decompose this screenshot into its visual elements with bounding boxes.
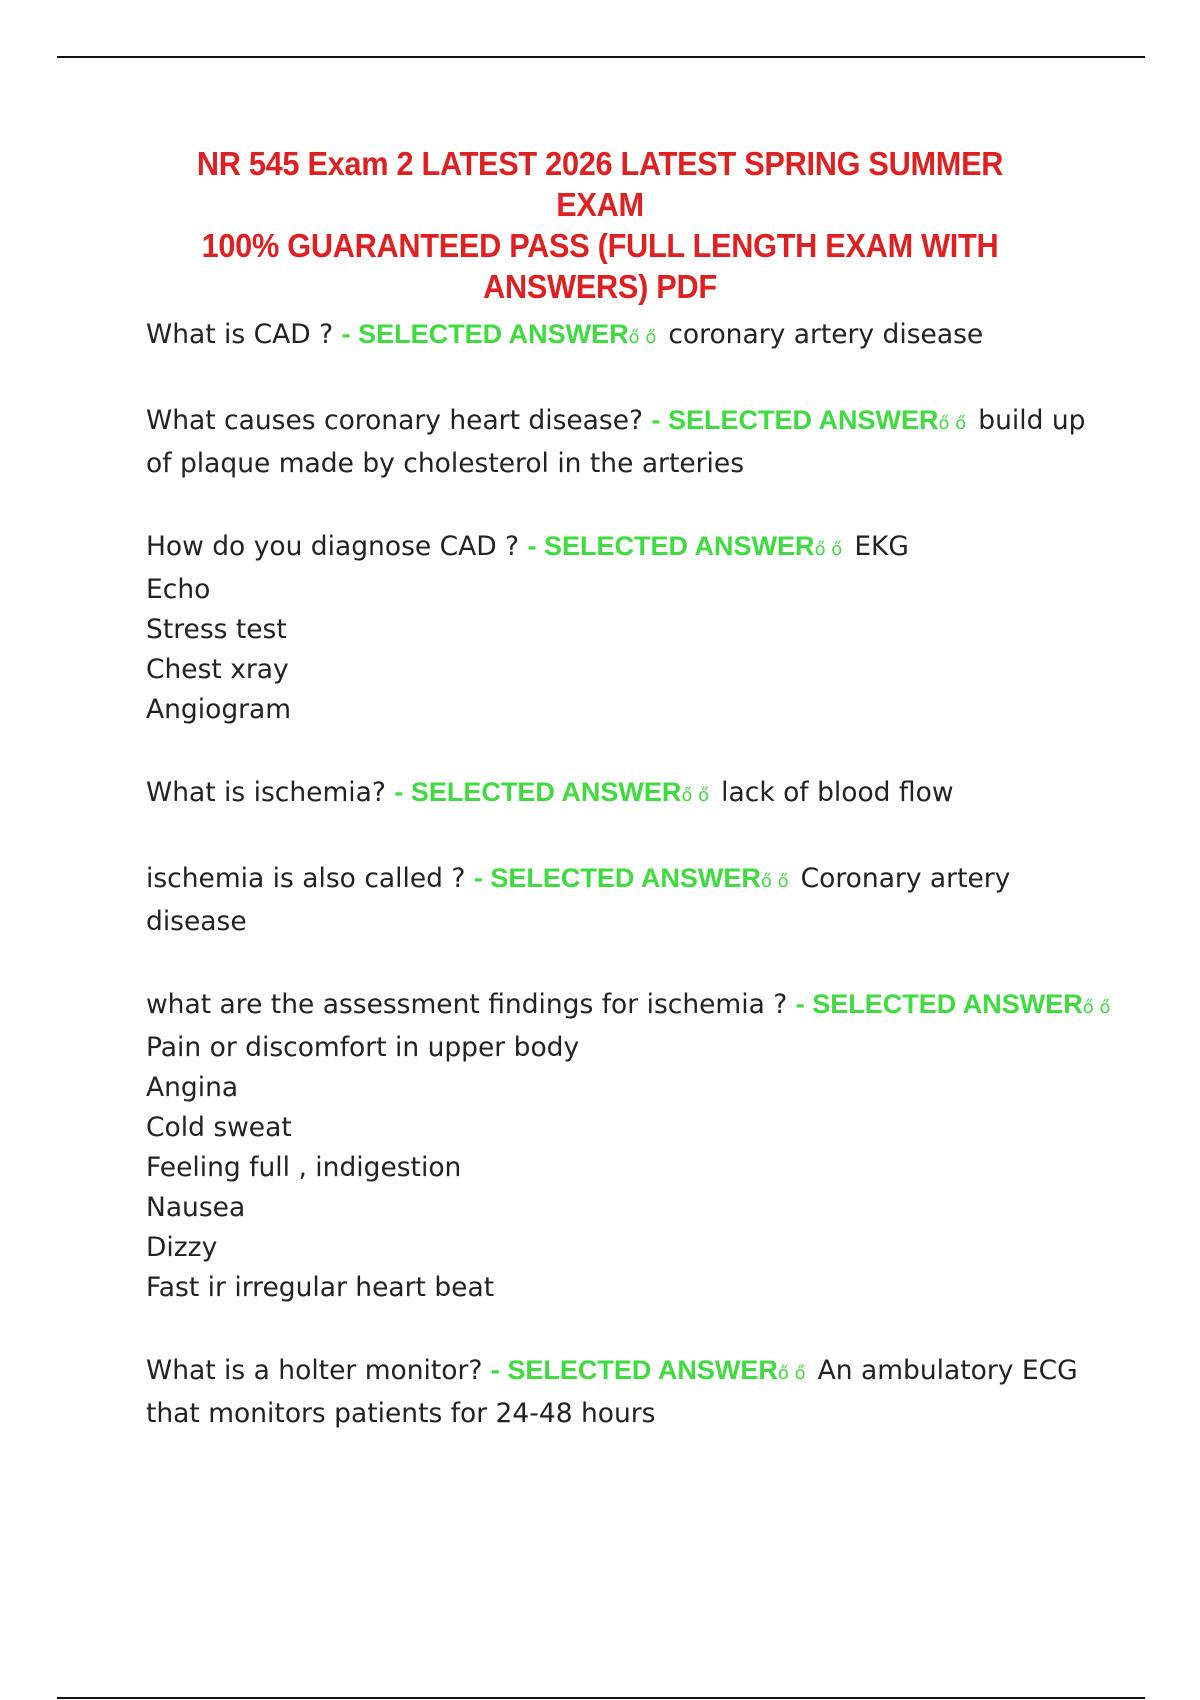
answer-list-item: Nausea [146,1192,246,1223]
qa-item [146,314,1106,358]
answer-text: Coronary artery [800,863,1011,894]
question-text: ischemia is also called ? [146,863,474,894]
selected-answer-glyph: ő ő [760,871,789,892]
question-text: What causes coronary heart disease? [146,405,652,436]
selected-answer-glyph: ő ő [628,327,657,348]
qa-line [146,772,1106,816]
selected-answer-glyph: ő ő [681,785,710,806]
selected-answer-label: - SELECTED ANSWER [490,1355,778,1385]
selected-answer-label: - SELECTED ANSWER [527,531,815,561]
qa-item [146,1350,1106,1434]
header-rule [57,56,1145,58]
title-line-2: 100% GUARANTEED PASS (FULL LENGTH EXAM WITH [201,227,999,264]
qa-item [146,772,1106,816]
answer-text: build up [978,405,1086,436]
answer-continuation: disease [146,906,247,937]
selected-answer-label: - SELECTED ANSWER [795,989,1083,1019]
answer-list-item: Stress test [146,614,287,645]
qa-line [146,984,1111,1028]
question-text: How do you diagnose CAD ? [146,531,528,562]
selected-answer-label: - SELECTED ANSWER [473,863,761,893]
selected-answer-glyph: ő ő [938,413,967,434]
answer-list-item: Angiogram [146,694,292,725]
footer-rule [57,1697,1145,1699]
answer-continuation: that monitors patients for 24-48 hours [146,1398,656,1429]
document-title [154,143,1047,307]
qa-line [146,858,1106,902]
selected-answer-label: - SELECTED ANSWER [651,405,939,435]
answer-list-item: Fast ir irregular heart beat [146,1272,495,1303]
qa-list [146,314,1111,1476]
answer-list-item: Angina [146,1072,239,1103]
qa-line [146,400,1106,444]
question-text: What is a holter monitor? [146,1355,491,1386]
question-text: What is CAD ? [146,319,342,350]
answer-text: lack of blood flow [721,777,954,808]
selected-answer-glyph: ő ő [814,539,843,560]
answer-list-item: Pain or discomfort in upper body [146,1032,580,1063]
qa-item [146,858,1106,942]
answer-list-item: Cold sweat [146,1112,292,1143]
answer-continuation: of plaque made by cholesterol in the arteries [146,448,745,479]
title-line-3: ANSWERS) PDF [483,268,717,305]
answer-list-item: Echo [146,574,211,605]
qa-item [146,400,1106,484]
question-text: what are the assessment findings for ischemia ? [146,989,796,1020]
qa-line [146,314,1106,358]
answer-text: An ambulatory ECG [817,1355,1078,1386]
answer-text: coronary artery disease [668,319,984,350]
question-text: What is ischemia? [146,777,395,808]
selected-answer-label: - SELECTED ANSWER [394,777,682,807]
qa-item [146,984,1111,1308]
title-line-1: NR 545 Exam 2 LATEST 2026 LATEST SPRING SUMMER EXAM [196,145,1004,223]
qa-line [146,1350,1106,1394]
answer-list-item: Dizzy [146,1232,218,1263]
selected-answer-glyph: ő ő [1082,997,1111,1018]
qa-line [146,526,1106,570]
answer-list-item: Feeling full , indigestion [146,1152,462,1183]
qa-item [146,526,1106,730]
answer-text: EKG [854,531,909,562]
selected-answer-label: - SELECTED ANSWER [341,319,629,349]
selected-answer-glyph: ő ő [777,1363,806,1384]
answer-list-item: Chest xray [146,654,289,685]
